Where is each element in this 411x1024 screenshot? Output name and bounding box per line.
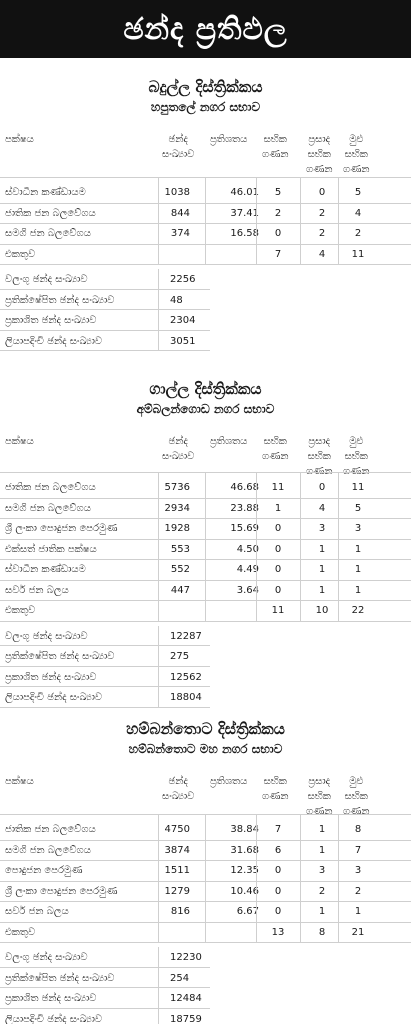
seat-count: 6: [274, 844, 282, 856]
column-rule: [205, 814, 206, 943]
summary-value: 12484: [170, 993, 202, 1004]
bonus-seat-count: 4: [318, 502, 326, 514]
party-name: ශ්‍රී ලංකා පොදුජන පෙරමුණ: [5, 885, 118, 897]
header-party-line: පක්ෂය: [5, 436, 34, 447]
vote-count: 1279: [164, 885, 190, 897]
totals-bonus: 8: [318, 926, 326, 938]
header-bonus-line: ප්‍රසාද: [308, 134, 331, 145]
header-total-line: මුළු: [349, 436, 364, 447]
summary-row-polled: [0, 667, 411, 688]
vote-percent: 31.68: [230, 844, 259, 856]
totals-total: 22: [351, 605, 365, 616]
vote-percent: 4.49: [236, 564, 259, 575]
header-seats-line: සභික: [263, 134, 287, 145]
header-votes-line: සංඛ්‍යාව: [162, 451, 195, 462]
header-total-line: ගණන: [343, 164, 370, 175]
header-total-line: මුළු: [349, 134, 364, 145]
seat-count: 0: [274, 584, 282, 596]
council-title: හම්බන්තොට මහ නගර සභාව: [128, 742, 283, 756]
summary-value: 48: [170, 294, 183, 306]
vote-percent: 15.69: [230, 523, 259, 534]
column-rule: [256, 177, 257, 265]
bonus-seat-count: 1: [318, 824, 326, 835]
total-seat-count: 1: [354, 584, 362, 596]
seat-count: 2: [274, 207, 282, 219]
column-rule: [158, 814, 159, 943]
bonus-seat-count: 0: [318, 482, 326, 493]
council-title: අම්බලන්ගොඩ නගර සභාව: [136, 402, 275, 416]
summary-rule: [0, 350, 210, 351]
summary-label: ප්‍රතික්ෂේපිත ඡන්ද සංඛ්‍යාව: [5, 972, 115, 984]
total-seat-count: 8: [354, 824, 362, 835]
totals-seats: 7: [274, 248, 282, 260]
header-bonus-line: ගණන: [306, 466, 333, 477]
summary-label: ලියාපදිංචි ඡන්ද සංඛ්‍යාව: [5, 1013, 103, 1024]
vote-percent: 3.64: [236, 584, 259, 596]
header-bonus: [306, 774, 333, 819]
vote-percent: 37.41: [230, 207, 259, 219]
summary-row-valid: [0, 626, 411, 647]
vote-count: 552: [170, 564, 190, 575]
summary-row-registered: [0, 1009, 411, 1024]
header-percent: [210, 774, 247, 789]
header-total-line: ගණන: [343, 466, 370, 477]
summary-label: ප්‍රකාශිත ඡන්ද සංඛ්‍යාව: [5, 671, 97, 683]
vote-count: 553: [170, 543, 190, 555]
summary-value: 12287: [170, 630, 202, 642]
vote-count: 2934: [164, 502, 190, 514]
header-seats-line: ගණන: [262, 451, 289, 462]
party-name: ජාතික ජන බලවේගය: [5, 482, 96, 493]
summary-row-valid: [0, 947, 411, 968]
summary-value: 18759: [170, 1013, 202, 1024]
header-total-line: සභික: [344, 149, 368, 160]
totals-label: එකතුව: [5, 248, 36, 260]
vote-percent: 38.84: [230, 824, 259, 835]
header-seats: [262, 774, 289, 804]
vote-count: 5736: [164, 482, 190, 493]
summary-label: වලංගු ඡන්ද සංඛ්‍යාව: [5, 630, 88, 642]
seat-count: 1: [274, 502, 282, 514]
summary-label: ප්‍රතික්ෂේපිත ඡන්ද සංඛ්‍යාව: [5, 294, 115, 306]
summary-row-rejected: [0, 646, 411, 667]
header-percent-line: ප්‍රතිශතය: [210, 134, 248, 145]
vote-percent: 46.01: [230, 187, 259, 198]
total-seat-count: 11: [351, 482, 365, 493]
vote-count: 3874: [164, 844, 190, 856]
summary-value: 2304: [170, 315, 196, 326]
page-banner: [0, 0, 411, 58]
party-name: සමගි ජන බලවේගය: [5, 228, 91, 239]
header-votes-line: සංඛ්‍යාව: [162, 791, 195, 802]
header-percent-line: ප්‍රතිශතය: [210, 436, 248, 447]
header-seats: [262, 132, 289, 162]
party-name: ශ්‍රී ලංකා පොදුජන පෙරමුණ: [5, 523, 118, 534]
totals-seats: 11: [271, 605, 285, 616]
header-party: [5, 434, 34, 449]
total-seat-count: 3: [354, 865, 362, 876]
column-rule: [338, 814, 339, 943]
party-name: ස්වාධීන කණ්ඩායම: [5, 187, 86, 198]
vote-count: 374: [170, 228, 190, 239]
total-seat-count: 2: [354, 228, 362, 239]
vote-count: 1038: [164, 187, 190, 198]
bonus-seat-count: 0: [318, 187, 326, 198]
vote-percent: 23.88: [230, 502, 259, 514]
bonus-seat-count: 3: [318, 523, 326, 534]
totals-total: 21: [351, 926, 365, 938]
header-total-line: සභික: [344, 451, 368, 462]
vote-count: 1928: [164, 523, 190, 534]
header-party: [5, 774, 34, 789]
vote-percent: 16.58: [230, 228, 259, 239]
banner-title: ඡන්ද ප්‍රතිඵල: [123, 11, 288, 47]
column-rule: [300, 177, 301, 265]
summary-column-rule: [158, 626, 159, 708]
seat-count: 11: [271, 482, 285, 493]
seat-count: 0: [274, 543, 282, 555]
totals-seats: 13: [271, 926, 285, 938]
total-seat-count: 5: [354, 502, 362, 514]
summary-row-rejected: [0, 968, 411, 989]
seat-count: 0: [274, 564, 282, 575]
bonus-seat-count: 1: [318, 584, 326, 596]
column-rule: [158, 177, 159, 265]
summary-label: වලංගු ඡන්ද සංඛ්‍යාව: [5, 952, 88, 963]
summary-row-registered: [0, 687, 411, 708]
header-bonus-line: සභික: [307, 149, 331, 160]
summary-row-polled: [0, 310, 411, 331]
header-seats-line: සභික: [263, 436, 287, 447]
party-name: සමගි ජන බලවේගය: [5, 502, 91, 514]
header-seats-line: ගණන: [262, 791, 289, 802]
summary-label: ලියාපදිංචි ඡන්ද සංඛ්‍යාව: [5, 692, 103, 703]
total-seat-count: 1: [354, 906, 362, 917]
column-rule: [300, 472, 301, 622]
party-name: එක්සත් ජාතික පක්ෂය: [5, 543, 97, 555]
header-total-line: ගණන: [343, 806, 370, 817]
vote-percent: 46.68: [230, 482, 259, 493]
header-total-line: සභික: [344, 791, 368, 802]
seat-count: 0: [274, 865, 282, 876]
column-rule: [338, 472, 339, 622]
header-bonus-line: සභික: [307, 451, 331, 462]
header-votes: [162, 132, 194, 162]
vote-count: 447: [170, 584, 190, 596]
bonus-seat-count: 2: [318, 207, 326, 219]
header-votes-line: සංඛ්‍යාව: [162, 149, 195, 160]
summary-value: 254: [170, 972, 190, 984]
header-votes: [162, 774, 194, 804]
header-percent-line: ප්‍රතිශතය: [210, 776, 248, 787]
summary-row-rejected: [0, 290, 411, 311]
header-bonus-line: ප්‍රසාද: [308, 436, 331, 447]
total-seat-count: 4: [354, 207, 362, 219]
seat-count: 0: [274, 906, 282, 917]
party-name: ජාතික ජන බලවේගය: [5, 824, 96, 835]
header-seats-line: සභික: [263, 776, 287, 787]
seat-count: 0: [274, 228, 282, 239]
party-name: සර්ව ජන බලය: [5, 584, 69, 596]
vote-count: 844: [170, 207, 190, 219]
header-bonus: [306, 132, 333, 177]
totals-label: එකතුව: [5, 926, 36, 938]
summary-rule: [0, 707, 210, 708]
summary-value: 12230: [170, 952, 202, 963]
header-percent: [210, 434, 247, 449]
vote-percent: 12.35: [230, 865, 259, 876]
header-bonus-line: සභික: [307, 791, 331, 802]
seat-count: 0: [274, 885, 282, 897]
header-votes-line: ඡන්ද: [168, 134, 188, 145]
party-name: ස්වාධීන කණ්ඩායම: [5, 564, 86, 575]
total-seat-count: 1: [354, 543, 362, 555]
summary-row-registered: [0, 331, 411, 352]
header-bonus-line: ගණන: [306, 164, 333, 175]
column-rule: [205, 177, 206, 265]
seat-count: 7: [274, 824, 282, 835]
column-rule: [256, 472, 257, 622]
summary-column-rule: [158, 947, 159, 1024]
seat-count: 5: [274, 187, 282, 198]
column-rule: [256, 814, 257, 943]
header-seats: [262, 434, 289, 464]
header-total: [343, 774, 370, 819]
header-bonus-line: ගණන: [306, 806, 333, 817]
bonus-seat-count: 2: [318, 228, 326, 239]
header-votes-line: ඡන්ද: [168, 776, 188, 787]
bonus-seat-count: 3: [318, 865, 326, 876]
total-seat-count: 2: [354, 885, 362, 897]
header-party-line: පක්ෂය: [5, 776, 34, 787]
header-percent: [210, 132, 247, 147]
totals-bonus: 4: [318, 248, 326, 260]
header-seats-line: ගණන: [262, 149, 289, 160]
header-bonus-line: ප්‍රසාද: [308, 776, 331, 787]
party-name: සමගි ජන බලවේගය: [5, 844, 91, 856]
total-seat-count: 7: [354, 844, 362, 856]
vote-percent: 4.50: [236, 543, 259, 555]
summary-label: ප්‍රකාශිත ඡන්ද සංඛ්‍යාව: [5, 993, 97, 1004]
vote-percent: 10.46: [230, 885, 259, 897]
summary-label: ප්‍රතික්ෂේපිත ඡන්ද සංඛ්‍යාව: [5, 651, 115, 662]
summary-label: ලියාපදිංචි ඡන්ද සංඛ්‍යාව: [5, 335, 103, 347]
totals-total: 11: [351, 248, 365, 260]
total-seat-count: 3: [354, 523, 362, 534]
summary-value: 12562: [170, 671, 202, 683]
seat-count: 0: [274, 523, 282, 534]
district-title: බදුල්ල දිස්ත්‍රික්කය: [148, 78, 263, 96]
summary-value: 18804: [170, 692, 202, 703]
column-rule: [300, 814, 301, 943]
summary-value: 2256: [170, 274, 196, 285]
header-total: [343, 132, 370, 177]
vote-count: 4750: [164, 824, 190, 835]
summary-value: 275: [170, 651, 190, 662]
totals-bonus: 10: [315, 605, 329, 616]
column-rule: [205, 472, 206, 622]
summary-column-rule: [158, 269, 159, 351]
party-name: සර්ව ජන බලය: [5, 906, 69, 917]
district-title: ගාල්ල දිස්ත්‍රික්කය: [149, 380, 262, 398]
header-total-line: මුළු: [349, 776, 364, 787]
party-name: ජාතික ජන බලවේගය: [5, 207, 96, 219]
header-party-line: පක්ෂය: [5, 134, 34, 145]
totals-label: එකතුව: [5, 605, 36, 616]
bonus-seat-count: 1: [318, 844, 326, 856]
summary-label: වලංගු ඡන්ද සංඛ්‍යාව: [5, 274, 88, 285]
district-title: හම්බන්තොට දිස්ත්‍රික්කය: [126, 720, 285, 738]
bonus-seat-count: 2: [318, 885, 326, 897]
vote-count: 816: [170, 906, 190, 917]
summary-row-polled: [0, 988, 411, 1009]
column-rule: [158, 472, 159, 622]
total-seat-count: 1: [354, 564, 362, 575]
bonus-seat-count: 1: [318, 543, 326, 555]
summary-label: ප්‍රකාශිත ඡන්ද සංඛ්‍යාව: [5, 315, 97, 326]
council-title: හපුතලේ නගර සභාව: [150, 100, 261, 114]
header-votes: [162, 434, 194, 464]
summary-row-valid: [0, 269, 411, 290]
bonus-seat-count: 1: [318, 564, 326, 575]
party-name: පොදුජන පෙරමුණ: [5, 865, 83, 876]
header-party: [5, 132, 34, 147]
total-seat-count: 5: [354, 187, 362, 198]
bonus-seat-count: 1: [318, 906, 326, 917]
vote-percent: 6.67: [236, 906, 259, 917]
column-rule: [338, 177, 339, 265]
header-votes-line: ඡන්ද: [168, 436, 188, 447]
summary-value: 3051: [170, 335, 196, 347]
vote-count: 1511: [164, 865, 190, 876]
